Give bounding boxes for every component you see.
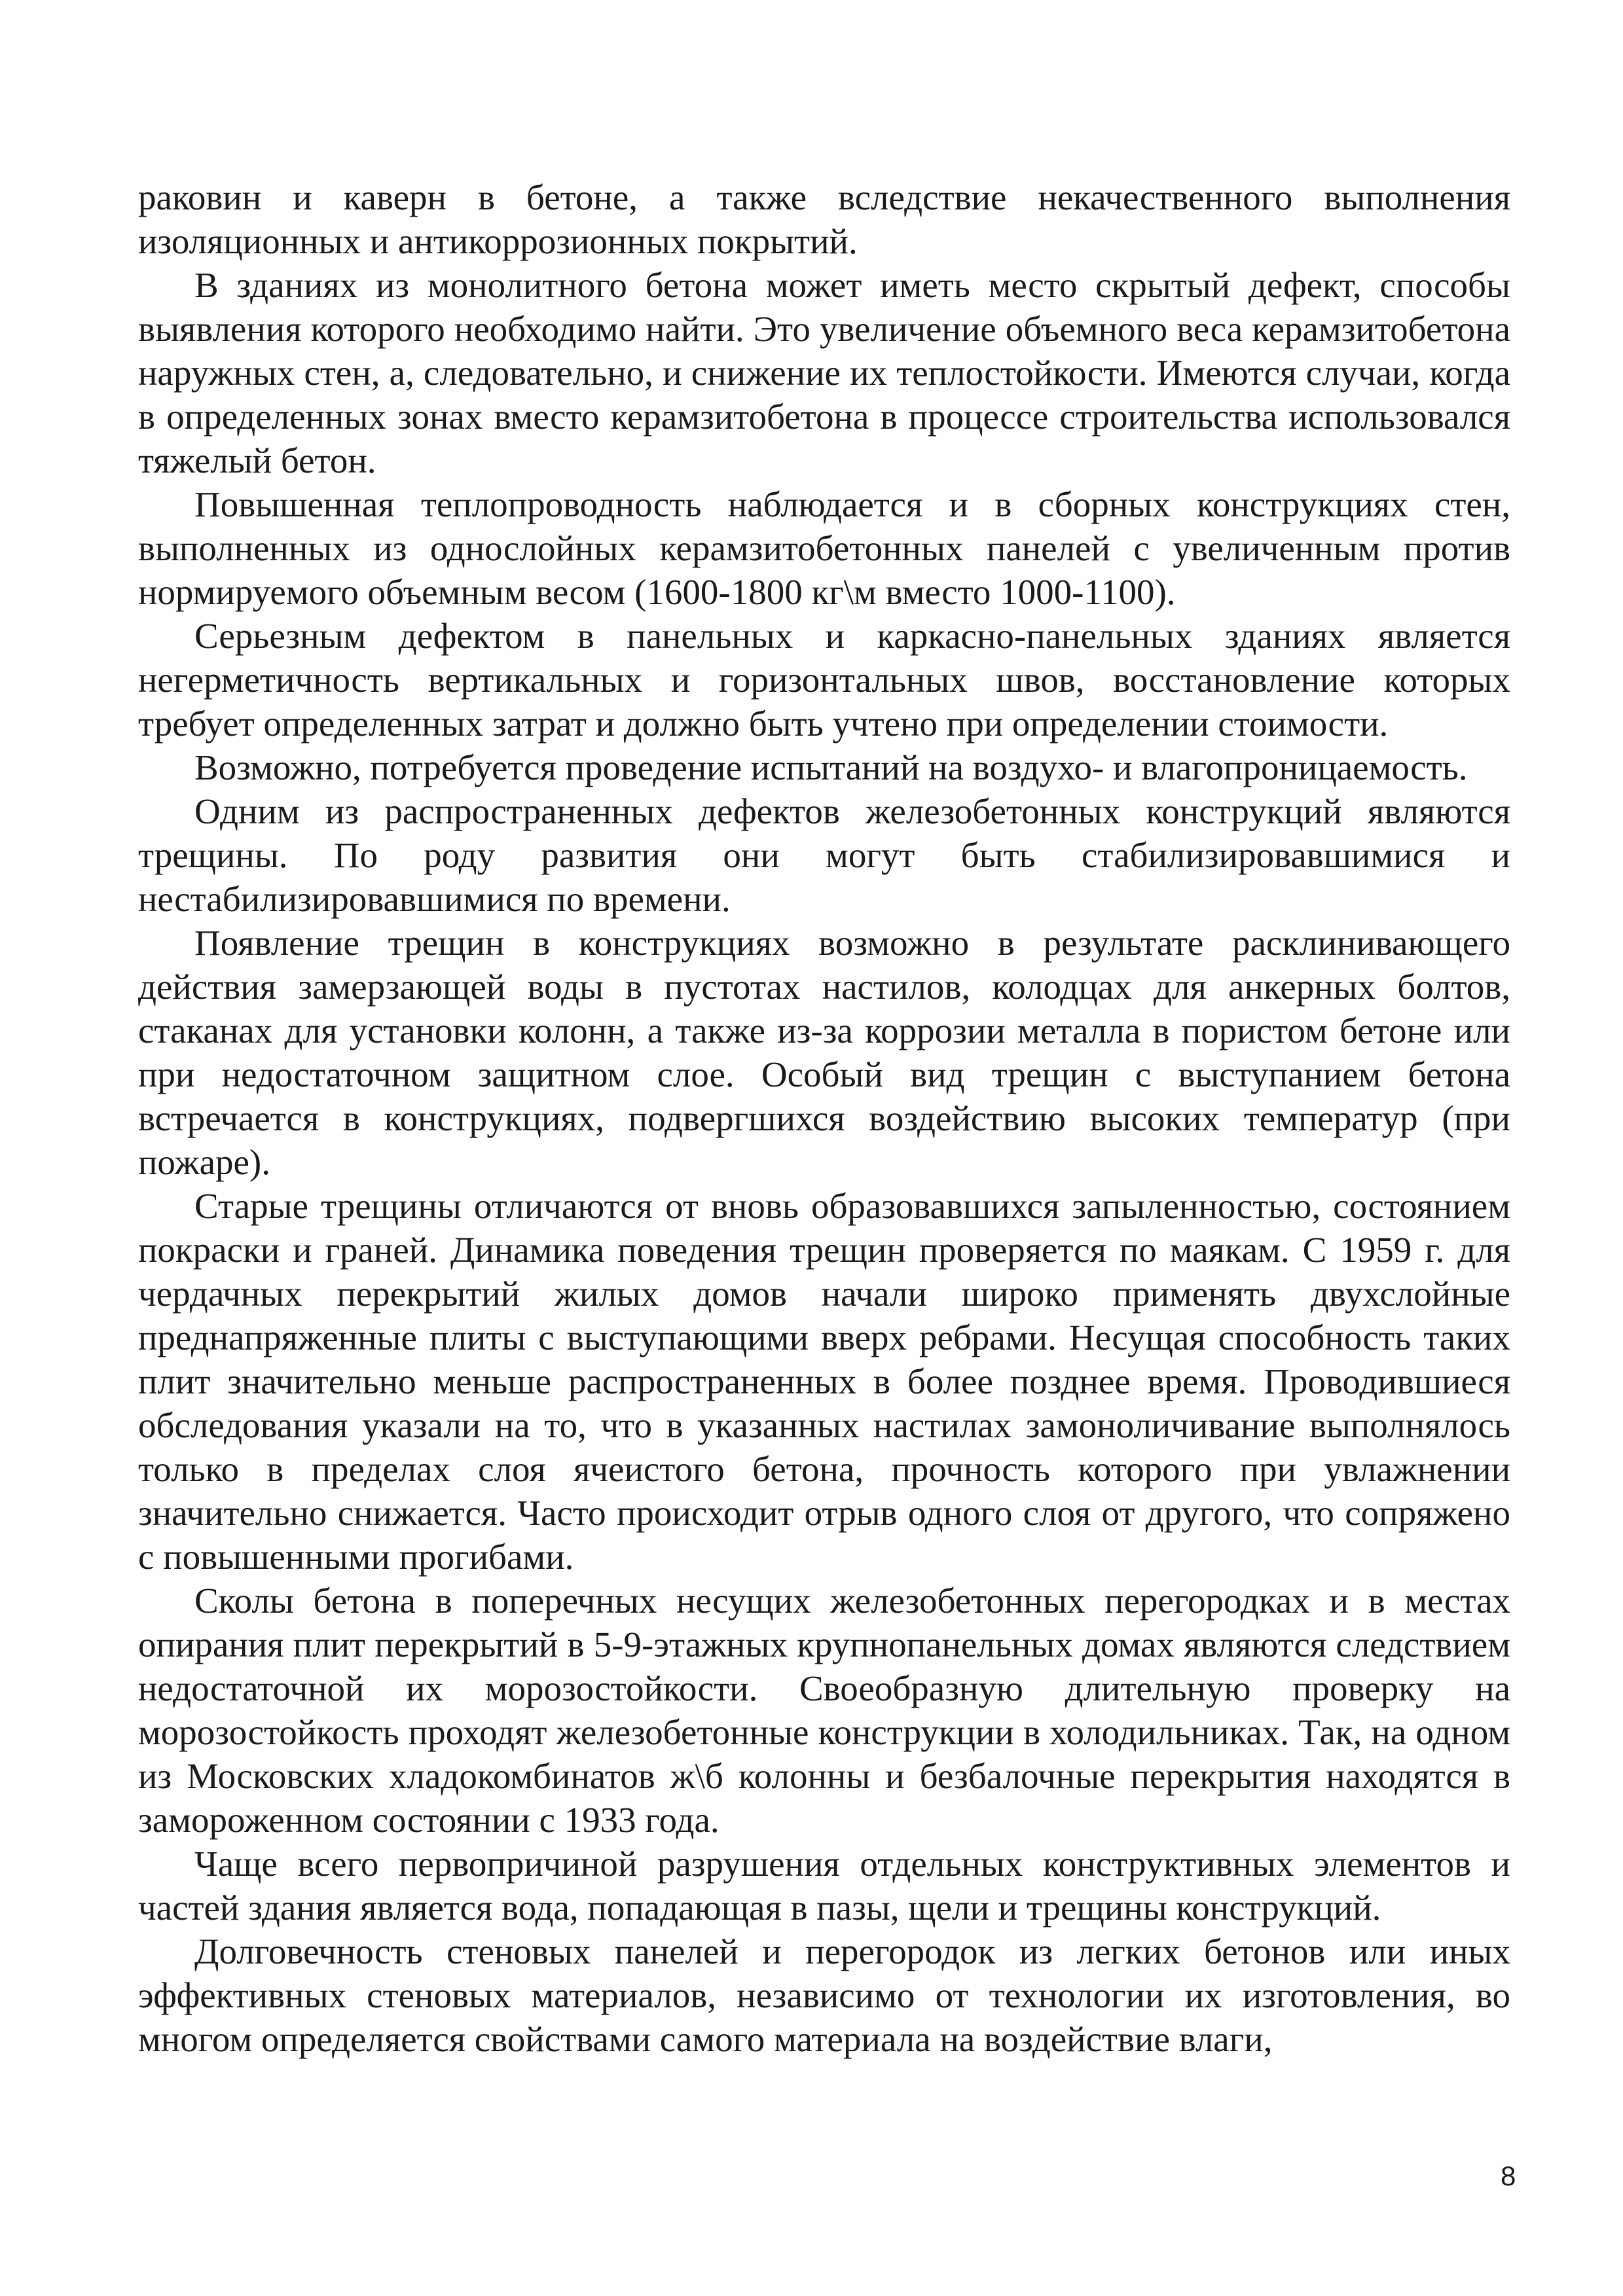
paragraph: Одним из распространенных дефектов железобетонных конструкций являются трещины. По роду развития они могут быть стабилизировавшимися и нестабилизировавшимися по времени. [138, 791, 1510, 919]
page-number: 8 [1501, 2161, 1516, 2191]
paragraph: Повышенная теплопроводность наблюдается и в сборных конструкциях стен, выполненных из однослойных керамзитобетонных панелей с увеличенным против нормируемого объемным весом (1600-1800 кг\м вместо 1000-1100). [138, 484, 1510, 612]
paragraph: В зданиях из монолитного бетона может иметь место скрытый дефект, способы выявления которого необходимо найти. Это увеличение объемного веса керамзитобетона наружных стен, а, следовательно, и снижение их теплостойкости. Имеются случаи, когда в определенных зонах вместо керамзитобетона в процессе строительства использовался тяжелый бетон. [138, 265, 1510, 480]
paragraph: Старые трещины отличаются от вновь образовавшихся запыленностью, состоянием покраски и граней. Динамика поведения трещин проверяется по маякам. С 1959 г. для чердачных перекрытий жилых домов начали широко применять двухслойные преднапряженные плиты с выступающими вверх ребрами. Несущая способность таких плит значительно меньше распространенных в более позднее время. Проводившиеся обследования указали на то, что в указанных настилах замоноличивание выполнялось только в пределах слоя ячеистого бетона, прочность которого при увлажнении значительно снижается. Часто происходит отрыв одного слоя от другого, что сопряжено с повышенными прогибами. [138, 1186, 1510, 1577]
paragraph-continuation: раковин и каверн в бетоне, а также вследствие некачественного выполнения изоляционных и антикоррозионных покрытий. [138, 177, 1510, 261]
paragraph: Возможно, потребуется проведение испытаний на воздухо- и влагопроницаемость. [194, 747, 1468, 787]
paragraph: Долговечность стеновых панелей и перегородок из легких бетонов или иных эффективных стеновых материалов, независимо от технологии их изготовления, во многом определяется свойствами самого материала на воздействие влаги, [138, 1931, 1510, 2059]
paragraph: Серьезным дефектом в панельных и каркасно-панельных зданиях является негерметичность вертикальных и горизонтальных швов, восстановление которых требует определенных затрат и должно быть учтено при определении стоимости. [138, 616, 1510, 744]
body-text [138, 175, 1510, 2061]
paragraph: Появление трещин в конструкциях возможно в результате расклинивающего действия замерзающей воды в пустотах настилов, колодцах для анкерных болтов, стаканах для установки колонн, а также из-за коррозии металла в пористом бетоне или при недостаточном защитном слое. Особый вид трещин с выступанием бетона встречается в конструкциях, подвергшихся воздействию высоких температур (при пожаре). [138, 923, 1510, 1182]
paragraph: Чаще всего первопричиной разрушения отдельных конструктивных элементов и частей здания является вода, попадающая в пазы, щели и трещины конструкций. [138, 1844, 1510, 1928]
paragraph: Сколы бетона в поперечных несущих железобетонных перегородках и в местах опирания плит перекрытий в 5-9-этажных крупнопанельных домах являются следствием недостаточной их морозостойкости. Своеобразную длительную проверку на морозостойкость проходят железобетонные конструкции в холодильниках. Так, на одном из Московских хладокомбинатов ж\б колонны и безбалочные перекрытия находятся в замороженном состоянии с 1933 года. [138, 1581, 1510, 1840]
